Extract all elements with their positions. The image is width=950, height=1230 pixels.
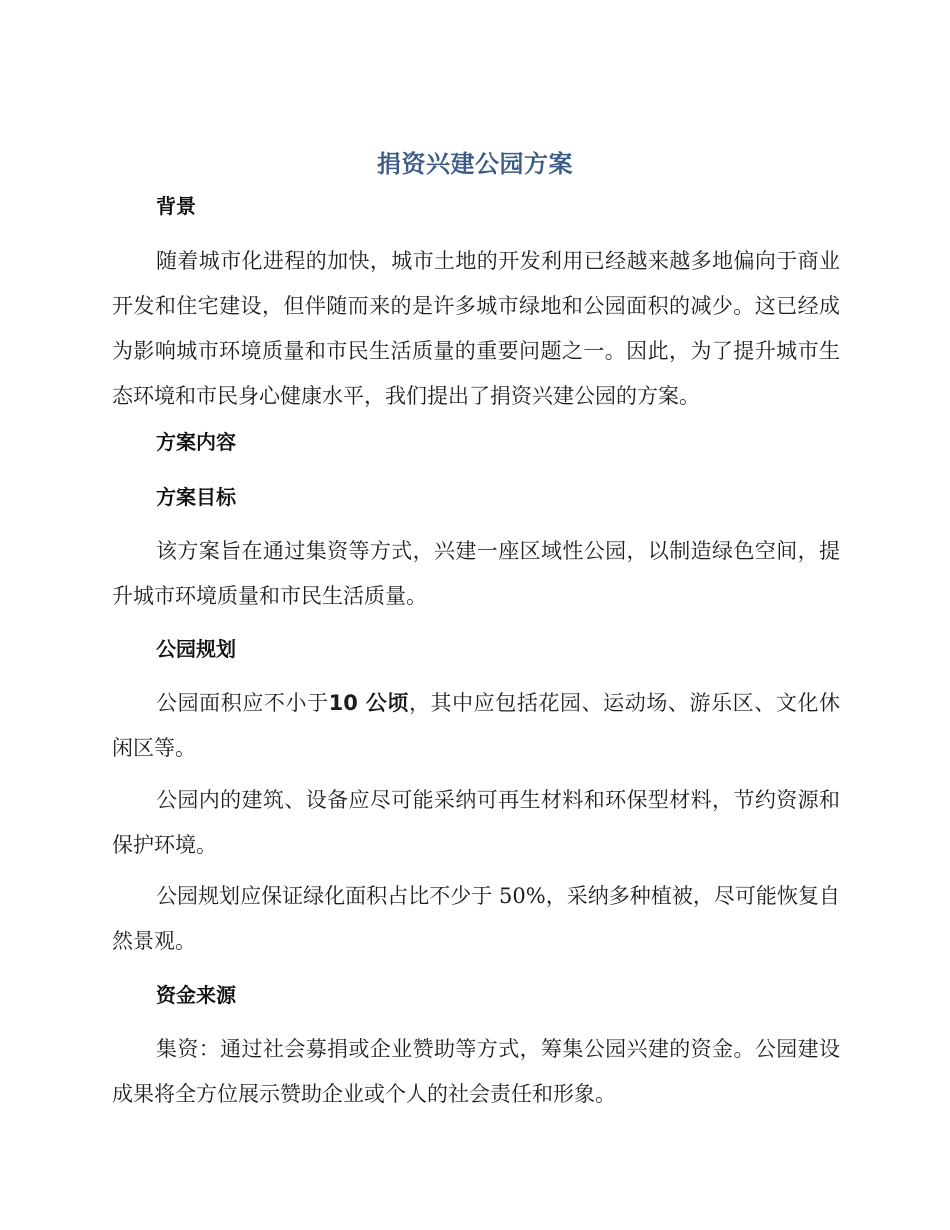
heading-plan-content: 方案内容 xyxy=(156,430,236,454)
paragraph-funding: 集资：通过社会募捐或企业赞助等方式，筹集公园兴建的资金。公园建设成果将全方位展示赞助企业或个人的社会责任和形象。 xyxy=(112,1037,840,1106)
park-area-value: 10 公顷 xyxy=(328,691,409,715)
heading-plan-goal: 方案目标 xyxy=(156,485,236,509)
paragraph-park-area xyxy=(112,681,840,771)
park-area-suffix: ，其中应包括花园、运动场、游乐区、文化休闲区等。 xyxy=(112,691,840,760)
heading-funding-source: 资金来源 xyxy=(156,983,236,1007)
park-area-prefix: 公园面积应不小于 xyxy=(156,691,329,715)
heading-background: 背景 xyxy=(156,194,196,218)
paragraph-park-greenery: 公园规划应保证绿化面积占比不少于 50%，采纳多种植被，尽可能恢复自然景观。 xyxy=(112,884,840,953)
paragraph-plan-goal: 该方案旨在通过集资等方式，兴建一座区域性公园，以制造绿色空间，提升城市环境质量和市民生活质量。 xyxy=(112,539,840,608)
heading-park-planning: 公园规划 xyxy=(156,637,236,661)
paragraph-background: 随着城市化进程的加快，城市土地的开发利用已经越来越多地偏向于商业开发和住宅建设，但伴随而来的是许多城市绿地和公园面积的减少。这已经成为影响城市环境质量和市民生活质量的重要问题之一。因此，为了提升城市生态环境和市民身心健康水平，我们提出了捐资兴建公园的方案。 xyxy=(112,249,840,408)
paragraph-park-materials: 公园内的建筑、设备应尽可能采纳可再生材料和环保型材料，节约资源和保护环境。 xyxy=(112,788,840,857)
document-title: 捐资兴建公园方案 xyxy=(377,150,573,178)
